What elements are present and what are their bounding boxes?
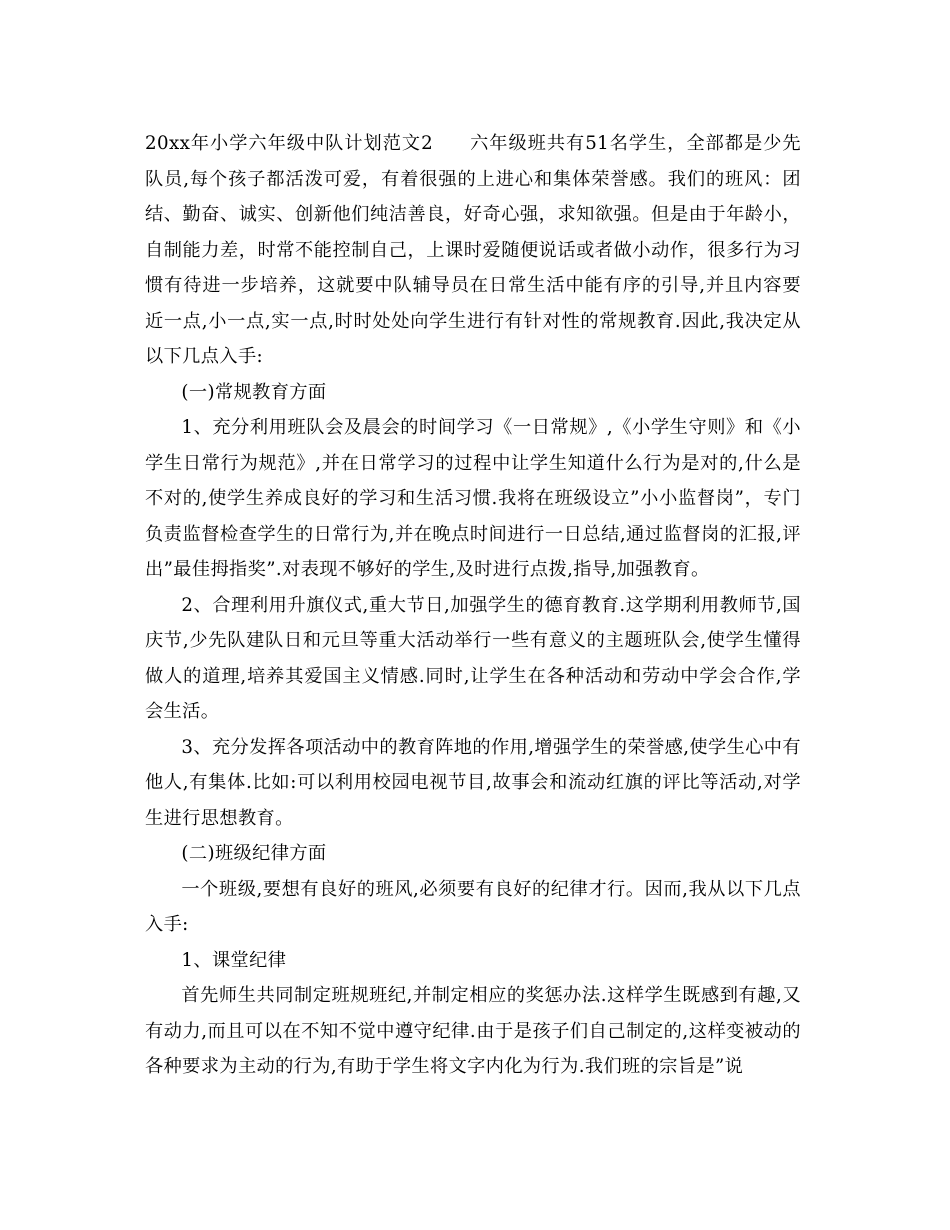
routine-item-1: 1、充分利用班队会及晨会的时间学习《一日常规》,《小学生守则》和《小学生日常行为规范》,并在日常学习的过程中让学生知道什么行为是对的,什么是不对的,使学生养成良好的学习和生活习惯.我将在班级设立”小小监督岗”，专门负责监督检查学生的日常行为,并在晚点时间进行一日总结,通过监督岗的汇报,评出”最佳拇指奖”.对表现不够好的学生,及时进行点拨,指导,加强教育。 (145, 417, 801, 580)
routine-item-2: 2、合理利用升旗仪式,重大节日,加强学生的德育教育.这学期利用教师节,国庆节,少先队建队日和元旦等重大活动举行一些有意义的主题班队会,使学生懂得做人的道理,培养其爱国主义情感.同时,让学生在各种活动和劳动中学会合作,学会生活。 (145, 594, 801, 722)
discipline-item-1-heading: 1、课堂纪律 (181, 949, 287, 971)
section-heading-routine: (一)常规教育方面 (181, 381, 327, 403)
discipline-item-1-body: 首先师生共同制定班规班纪,并制定相应的奖惩办法.这样学生既感到有趣,又有动力,而且可以在不知不觉中遵守纪律.由于是孩子们自己制定的,这样变被动的各种要求为主动的行为,有助于学生将文字内化为行为.我们班的宗旨是”说 (145, 985, 801, 1077)
document-body (145, 126, 801, 1085)
routine-item-3: 3、充分发挥各项活动中的教育阵地的作用,增强学生的荣誉感,使学生心中有他人,有集体.比如:可以利用校园电视节目,故事会和流动红旗的评比等活动,对学生进行思想教育。 (145, 736, 801, 829)
intro-text: 六年级班共有51名学生，全部都是少先队员,每个孩子都活泼可爱，有着很强的上进心和集体荣誉感。我们的班风：团结、勤奋、诚实、创新他们纯洁善良，好奇心强，求知欲强。但是由于年龄小，自制能力差，时常不能控制自己，上课时爱随便说话或者做小动作，很多行为习惯有待进一步培养，这就要中队辅导员在日常生活中能有序的引导,并且内容要近一点,小一点,实一点,时时处处向学生进行有针对性的常规教育.因此,我决定从以下几点入手: (145, 133, 802, 367)
section-heading-discipline: (二)班级纪律方面 (181, 843, 327, 864)
discipline-intro: 一个班级,要想有良好的班风,必须要有良好的纪律才行。因而,我从以下几点入手: (145, 878, 801, 935)
document-title: 20xx年小学六年级中队计划范文2 (145, 133, 434, 154)
intro-paragraph (145, 126, 801, 375)
